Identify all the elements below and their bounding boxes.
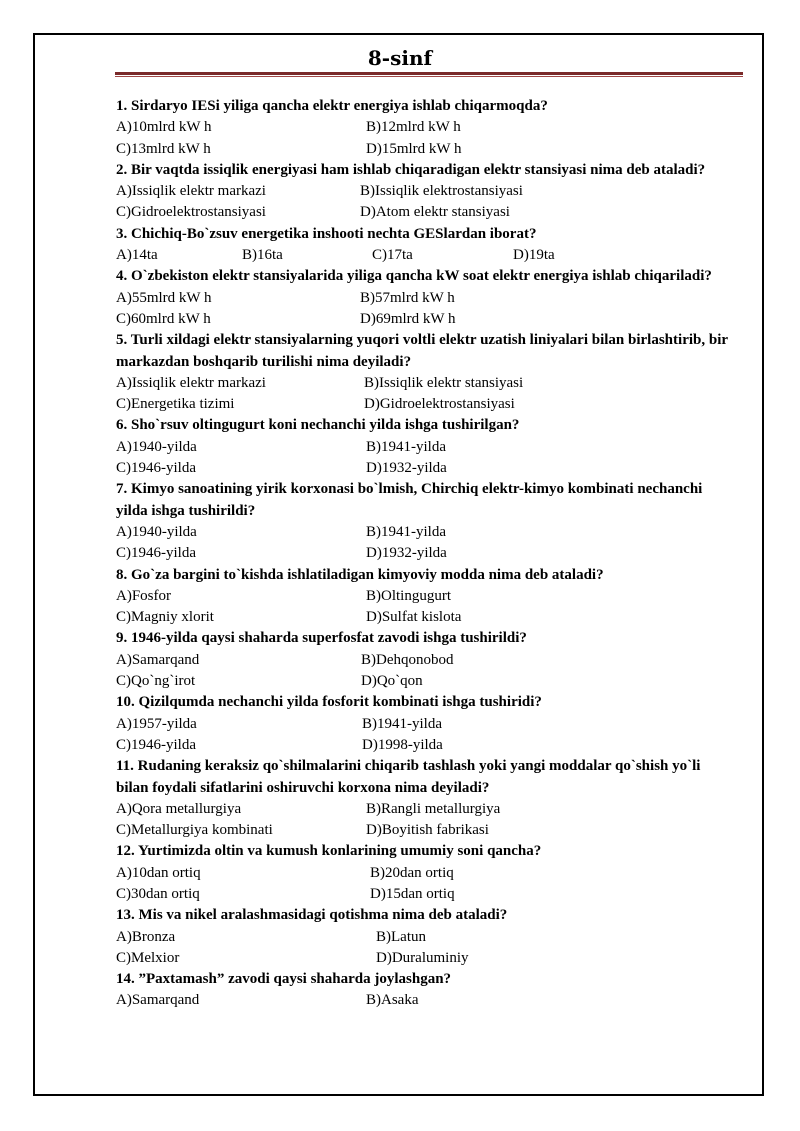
answer-option: B)16ta [242, 247, 283, 264]
answer-option: C)13mlrd kW h [116, 140, 211, 157]
answer-row [116, 927, 736, 948]
answer-option: B)20dan ortiq [370, 864, 454, 881]
answer-row [116, 586, 736, 607]
answer-option: C)Magniy xlorit [116, 609, 214, 626]
question-text: 1. Sirdaryo IESi yiligа qancha elektr energiya ishlab chiqarmoqda? [116, 98, 548, 114]
answer-option: C)17ta [372, 247, 413, 264]
answer-option: C)Melxior [116, 949, 180, 966]
answer-option: A)1940-yilda [116, 438, 197, 455]
answer-row [116, 458, 736, 479]
answer-option: B)1941-yilda [366, 523, 446, 540]
question-text: 13. Mis va nikel aralashmasidagi qotishma nima deb ataladi? [116, 907, 508, 924]
question-text: 7. Kimyo sanoatining yirik korxonasi bo`lmish, Chirchiq elektr-kimyo kombinati nechanchi yilda ishga tushirildi? [116, 481, 703, 519]
answer-option: D)15dan ortiq [370, 885, 455, 902]
answer-row [116, 820, 736, 841]
answer-row [116, 288, 736, 309]
answer-row [116, 863, 736, 884]
question-text: 11. Rudaning keraksiz qo`shilmalarini chiqarib tashlash yoki yangi moddalar qo`shish yo`li bilan foydali sifatlarini oshiruvchi korxona nima deyiladi? [116, 758, 701, 796]
answer-row [116, 139, 736, 160]
answer-row [116, 522, 736, 543]
answer-option: A)14ta [116, 247, 158, 264]
answer-option: B)Oltingugurt [366, 587, 451, 604]
answer-option: C)1946-yilda [116, 545, 196, 562]
answer-option: D)1998-yilda [362, 736, 443, 753]
answer-option: B)Issiqlik elektr stansiyasi [364, 374, 524, 391]
question-text: 12. Yurtimizda oltin va kumush konlarining umumiy soni qancha? [116, 843, 542, 860]
answer-row [116, 607, 736, 628]
answer-option: D)Boyitish fabrikasi [366, 822, 489, 839]
question-text: 6. Sho`rsuv oltingugurt koni nechanchi yilda ishga tushirilgan? [116, 417, 520, 434]
answer-row [116, 799, 736, 820]
answer-row [116, 543, 736, 564]
answer-option: A)55mlrd kW h [116, 289, 212, 306]
answer-option: B)Asaka [366, 992, 419, 1009]
question-text: 3. Chichiq-Bo`zsuv energetika inshooti nechta GESlardan iborat? [116, 225, 537, 242]
answer-option: B)12mlrd kW h [366, 119, 461, 136]
answer-option: A)Samarqand [116, 992, 200, 1009]
answer-option: D)1932-yilda [366, 545, 447, 562]
answer-row [116, 714, 736, 735]
answer-option: D)Qo`qon [361, 673, 423, 690]
answer-option: C)Qo`ng`irot [116, 673, 196, 690]
answer-row [116, 650, 736, 671]
answer-option: C)Energetika tizimi [116, 396, 235, 413]
answer-row [116, 245, 736, 266]
question-text: 14. ”Paxtamash” zavodi qaysi shaharda joylashgan? [116, 971, 452, 988]
question-text: 10. Qizilqumda nechanchi yilda fosforit kombinati ishga tushiridi? [116, 694, 542, 711]
answer-option: A)10mlrd kW h [116, 119, 212, 136]
answer-option: B)Issiqlik elektrostansiyasi [360, 183, 523, 200]
answer-option: D)Gidroelektrostansiyasi [364, 396, 515, 413]
answer-row [116, 202, 736, 223]
answer-option: B)Dehqonobod [361, 651, 454, 668]
answer-option: C)Gidroelektrostansiyasi [116, 204, 266, 221]
answer-option: B)57mlrd kW h [360, 289, 455, 306]
answer-option: C)60mlrd kW h [116, 310, 211, 327]
answer-option: B)1941-yilda [366, 438, 446, 455]
answer-row [116, 884, 736, 905]
answer-option: D)Sulfat kislota [366, 609, 462, 626]
answer-row [116, 735, 736, 756]
answer-row [116, 117, 736, 138]
answer-option: A)Bronza [116, 928, 176, 945]
answer-option: D)19ta [513, 247, 555, 264]
answer-option: D)69mlrd kW h [360, 310, 456, 327]
question-list [116, 96, 736, 1012]
answer-row [116, 948, 736, 969]
title-rule [115, 72, 743, 75]
question-text: 2. Bir vaqtda issiqlik energiyasi ham ishlab chiqaradigan elektr stansiyasi nima deb ataladi? [116, 161, 706, 178]
answer-row [116, 671, 736, 692]
answer-option: D)Duraluminiy [376, 949, 469, 966]
answer-option: A)1957-yilda [116, 715, 197, 732]
answer-option: A)Qora metallurgiya [116, 800, 242, 817]
answer-option: A)10dan ortiq [116, 864, 201, 881]
answer-option: A)Fosfor [116, 587, 171, 604]
answer-option: D)Atom elektr stansiyasi [360, 204, 510, 221]
question-text: 5. Turli xildagi elektr stansiyalarning yuqori voltli elektr uzatish liniyalari bilan birlashtirib, bir markazdan boshqarib turilishi nima deyiladi? [116, 332, 728, 370]
answer-row [116, 437, 736, 458]
answer-option: B)Latun [376, 928, 426, 945]
answer-option: C)30dan ortiq [116, 885, 200, 902]
answer-option: A)Samarqand [116, 651, 200, 668]
answer-option: C)Metallurgiya kombinati [116, 822, 273, 839]
answer-row [116, 309, 736, 330]
answer-option: A)Issiqlik elektr markazi [116, 183, 266, 200]
answer-row [116, 990, 736, 1011]
answer-option: D)15mlrd kW h [366, 140, 462, 157]
question-text: 4. O`zbekiston elektr stansiyalarida yiliga qancha kW soat elektr energiya ishlab chiqariladi? [116, 268, 712, 285]
question-text: 9. 1946-yilda qaysi shaharda superfosfat zavodi ishga tushirildi? [116, 630, 527, 647]
answer-option: D)1932-yilda [366, 460, 447, 477]
answer-option: A)1940-yilda [116, 523, 197, 540]
answer-option: A)Issiqlik elektr markazi [116, 374, 266, 391]
answer-option: B)Rangli metallurgiya [366, 800, 501, 817]
answer-row [116, 181, 736, 202]
answer-option: C)1946-yilda [116, 460, 196, 477]
answer-row [116, 394, 736, 415]
answer-option: B)1941-yilda [362, 715, 442, 732]
answer-row [116, 373, 736, 394]
page-title: 8-sinf [367, 46, 433, 70]
answer-option: C)1946-yilda [116, 736, 196, 753]
title-rule-thin [115, 76, 743, 77]
question-text: 8. Go`za bargini to`kishda ishlatiladigan kimyoviy modda nima deb ataladi? [116, 566, 604, 583]
